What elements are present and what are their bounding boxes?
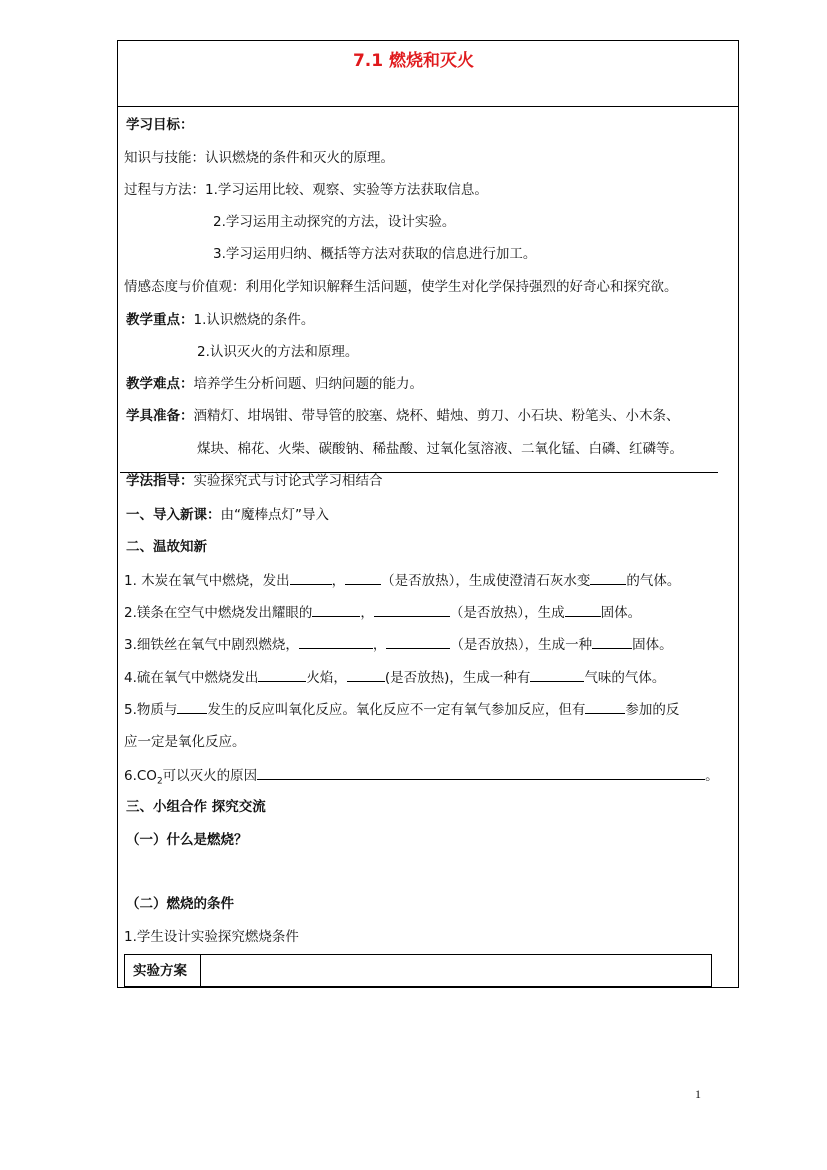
review-q6: $6.CO_2$可以灭火的原因 。 [124,768,719,787]
key-point-2: 2.认识灭火的方法和原理。 [197,344,359,360]
plan-table-divider [200,954,201,987]
blank[interactable] [299,635,373,649]
blank[interactable] [312,603,360,617]
group-design: 1.学生设计实验探究燃烧条件 [124,929,299,945]
review-heading: 二、温故知新 [126,539,207,555]
group-sub-2: （二）燃烧的条件 [126,896,234,912]
goal-knowledge: 知识与技能：认识燃烧的条件和灭火的原理。 [124,150,394,166]
blank[interactable] [374,603,450,617]
key-points-label: 教学重点： [126,312,194,328]
blank[interactable] [347,668,385,682]
blank[interactable] [585,700,625,714]
key-points-line-1 [126,311,314,329]
goals-heading: 学习目标： [126,117,194,133]
goal-process-1: 过程与方法：1.学习运用比较、观察、实验等方法获取信息。 [124,182,488,198]
review-q5-continued: 应一定是氧化反应。 [124,734,246,750]
tools-text-2: 煤块、棉花、火柴、碳酸钠、稀盐酸、过氧化氢溶液、二氧化锰、白磷、红磷等。 [197,441,683,457]
group-sub-1: （一）什么是燃烧？ [126,832,248,848]
difficulty-line [126,375,423,393]
intro-line [126,506,329,524]
goal-process-3: 3.学习运用归纳、概括等方法对获取的信息进行加工。 [213,246,537,262]
blank[interactable] [177,700,207,714]
key-point-1: 1.认识燃烧的条件。 [193,312,315,328]
method-line [126,472,383,490]
goal-emotion: 情感态度与价值观：利用化学知识解释生活问题，使学生对化学保持强烈的好奇心和探究欲。 [124,279,678,295]
page-number: 1 [695,1087,701,1101]
title-row-divider [117,106,739,107]
review-q3: 3.细铁丝在氧气中剧烈燃烧， ， （是否放热），生成一种 固体。 [124,637,673,653]
experiment-plan-table [124,954,712,987]
intro-text: 由“魔棒点灯”导入 [220,507,329,523]
goal-process-2: 2.学习运用主动探究的方法，设计实验。 [213,214,456,230]
method-text: 实验探究式与讨论式学习相结合 [193,473,383,489]
blank[interactable] [565,603,601,617]
tools-text-1: 酒精灯、坩埚钳、带导管的胶塞、烧杯、蜡烛、剪刀、小石块、粉笔头、小木条、 [193,408,680,424]
tools-line-1 [126,407,680,425]
tools-label: 学具准备： [126,408,194,424]
blank[interactable] [290,571,332,585]
review-q1: 1. 木炭在氧气中燃烧，发出 ， （是否放热），生成使澄清石灰水变 的气体。 [124,573,681,589]
difficulty-text: 培养学生分析问题、归纳问题的能力。 [193,376,423,392]
method-label: 学法指导： [126,473,194,489]
review-q5: 5.物质与 发生的反应叫氧化反应。氧化反应不一定有氧气参加反应，但有 参加的反 [124,702,680,718]
blank[interactable] [257,766,705,780]
group-heading: 三、小组合作 探究交流 [126,799,266,815]
blank[interactable] [258,668,306,682]
blank[interactable] [590,571,626,585]
blank[interactable] [386,635,450,649]
intro-label: 一、导入新课： [126,507,221,523]
blank[interactable] [530,668,584,682]
page-title: 7.1 燃烧和灭火 [352,51,475,71]
review-q4: 4.硫在氧气中燃烧发出 火焰， (是否放热)，生成一种有 气味的气体。 [124,670,666,686]
plan-label: 实验方案 [133,963,187,979]
review-q2: 2.镁条在空气中燃烧发出耀眼的 ， （是否放热），生成 固体。 [124,605,642,621]
difficulty-label: 教学难点： [126,376,194,392]
blank[interactable] [592,635,632,649]
blank[interactable] [345,571,381,585]
